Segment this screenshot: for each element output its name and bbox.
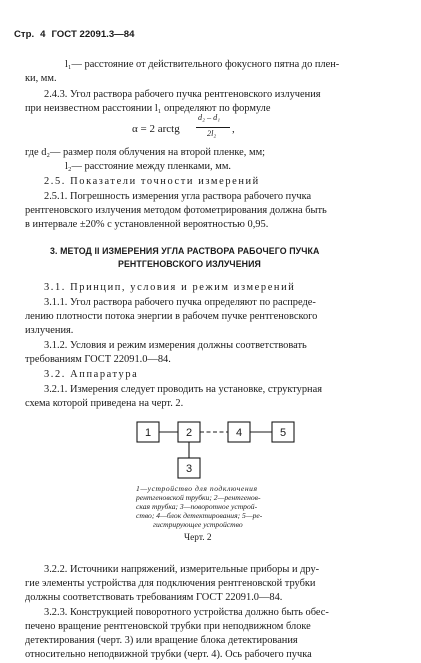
text-line: лению плотности потока энергии в рабочем пучке рентгеновского bbox=[25, 311, 318, 322]
text-line: схема которой приведена на черт. 2. bbox=[25, 398, 184, 409]
page-number: 4 bbox=[40, 29, 46, 40]
formula-numerator: d₂ – d₁ bbox=[198, 113, 221, 122]
caption-line: ская трубка; 3—поворотное устрой- bbox=[136, 502, 258, 511]
text-line: рентгеновского излучения методом фотометрирования должна быть bbox=[25, 205, 327, 216]
block-label-2: 2 bbox=[185, 427, 193, 439]
formula-denominator: 2l₂ bbox=[207, 129, 217, 138]
figure-label: Черт. 2 bbox=[184, 533, 212, 543]
text-line: 3.1.1. Угол раствора рабочего пучка определяют по распреде- bbox=[44, 297, 316, 308]
text-line: излучения. bbox=[25, 325, 74, 336]
fraction-bar bbox=[196, 127, 230, 128]
text-line: 3.2.1. Измерения следует проводить на установке, структурная bbox=[44, 384, 323, 395]
text-line: 2.5.1. Погрешность измерения угла раствора рабочего пучка bbox=[44, 191, 312, 202]
block-label-3: 3 bbox=[185, 463, 193, 475]
block-label-5: 5 bbox=[279, 427, 287, 439]
text-line: где d₂— размер поля облучения на второй пленке, мм; bbox=[25, 147, 266, 158]
text-line: 3.1.2. Условия и режим измерения должны соответствовать bbox=[44, 340, 307, 351]
text-line: гие элементы устройства для подключения рентгеновской трубки bbox=[25, 578, 316, 589]
caption-line: рентгеновской трубки; 2—рентгенов- bbox=[136, 493, 261, 502]
running-header bbox=[14, 28, 134, 41]
standard-number: ГОСТ 22091.3—84 bbox=[51, 29, 135, 40]
subsection-heading: 3.1. Принцип, условия и режим измерений bbox=[44, 282, 296, 293]
text-line: 3.2.2. Источники напряжений, измерительные приборы и дру- bbox=[44, 564, 320, 575]
text-line: 3.2.3. Конструкцией поворотного устройства должно быть обес- bbox=[44, 607, 329, 618]
page-label: Стр. bbox=[14, 29, 35, 40]
text-line: ки, мм. bbox=[25, 73, 57, 84]
section-heading-line-1: 3. МЕТОД II ИЗМЕРЕНИЯ УГЛА РАСТВОРА РАБОЧЕГО ПУЧКА bbox=[50, 246, 320, 256]
text-line: 2.4.3. Угол раствора рабочего пучка рентгеновского излучения bbox=[44, 89, 321, 100]
text-line: детектирования (черт. 3) или вращение блока детектирования bbox=[25, 635, 298, 646]
caption-line: ство; 4—блок детектирования; 5—ре- bbox=[136, 511, 263, 520]
text-line: в интервале ±20% с установленной вероятностью 0,95. bbox=[25, 219, 269, 230]
block-label-1: 1 bbox=[144, 427, 152, 439]
text-line: l₁— расстояние от действительного фокусного пятна до плен- bbox=[65, 59, 340, 70]
text-line: должны соответствовать требованиям ГОСТ 22091.0—84. bbox=[25, 592, 283, 603]
section-heading-line-2: РЕНТГЕНОВСКОГО ИЗЛУЧЕНИЯ bbox=[118, 259, 261, 269]
subsection-heading: 2.5. Показатели точности измерений bbox=[44, 176, 260, 187]
block-label-4: 4 bbox=[235, 427, 243, 439]
caption-line: 1—устройство для подключения bbox=[136, 484, 258, 493]
block-diagram bbox=[0, 420, 421, 480]
caption-line: гистрирующее устройство bbox=[153, 520, 243, 529]
formula-tail: , bbox=[232, 123, 235, 135]
formula-lhs: α = 2 arctg bbox=[132, 123, 180, 135]
text-line: относительно неподвижной трубки (черт. 4). Ось рабочего пучка bbox=[25, 649, 312, 660]
text-line: l₂— расстояние между пленками, мм. bbox=[65, 161, 231, 172]
text-line: требованиям ГОСТ 22091.0—84. bbox=[25, 354, 171, 365]
text-line: при неизвестном расстоянии l₁ определяют по формуле bbox=[25, 103, 271, 114]
text-line: печено вращение рентгеновской трубки при неподвижном блоке bbox=[25, 621, 311, 632]
subsection-heading: 3.2. Аппаратура bbox=[44, 369, 139, 380]
